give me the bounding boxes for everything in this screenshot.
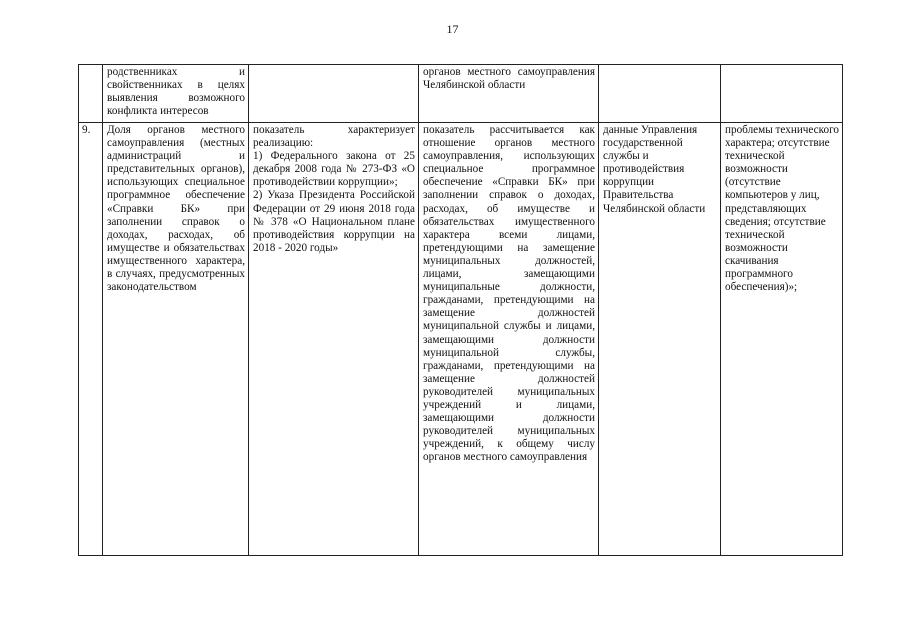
- calculation-cell: органов местного самоуправления Челябинской области: [419, 65, 599, 123]
- notes-cell: проблемы технического характера; отсутствие технической возможности (отсутствие компьютеров у лиц, представляющих сведения; отсутствие технической возможности скачивания программного обеспечения)»;: [721, 123, 843, 556]
- indicator-cell: Доля органов местного самоуправления (местных администраций и представительных органов), использующих специальное программное обеспечение «Справки БК» при заполнении справок о доходах, расходах, об имуществе и обязательствах имущественного характера, в случаях, предусмотренных законодательством: [103, 123, 249, 556]
- source-cell: данные Управления государственной службы и противодействия коррупции Правительства Челябинской области: [599, 123, 721, 556]
- table-row: [79, 65, 843, 123]
- indicator-cell: родственниках и свойственниках в целях выявления возможного конфликта интересов: [103, 65, 249, 123]
- characterization-cell: [249, 65, 419, 123]
- row-number-cell: [79, 65, 103, 123]
- notes-cell: [721, 65, 843, 123]
- row-number-cell: 9.: [79, 123, 103, 556]
- page-number: 17: [446, 22, 459, 36]
- source-cell: [599, 65, 721, 123]
- characterization-cell: показатель характеризует реализацию: 1) Федерального закона от 25 декабря 2008 года № 273-ФЗ «О противодействии коррупции»; 2) Указа Президента Российской Федерации от 29 июня 2018 года № 378 «О Национальном плане противодействия коррупции на 2018 - 2020 годы»: [249, 123, 419, 556]
- calculation-cell: показатель рассчитывается как отношение органов местного самоуправления, использующих специальное программное обеспечение «Справки БК» при заполнении справок о доходах, расходах, об имуществе и обязательствах имущественного характера всеми лицами, претендующими на замещение муниципальных должностей, лицами, замещающими муниципальные должности, гражданами, претендующими на замещение должностей муниципальной службы и лицами, замещающими должности муниципальной службы, гражданами, претендующими на замещение должностей руководителей муниципальных учреждений и лицами, замещающими должности руководителей муниципальных учреждений, к общему числу органов местного самоуправления: [419, 123, 599, 556]
- indicators-table: [78, 64, 843, 556]
- table-row: [79, 123, 843, 556]
